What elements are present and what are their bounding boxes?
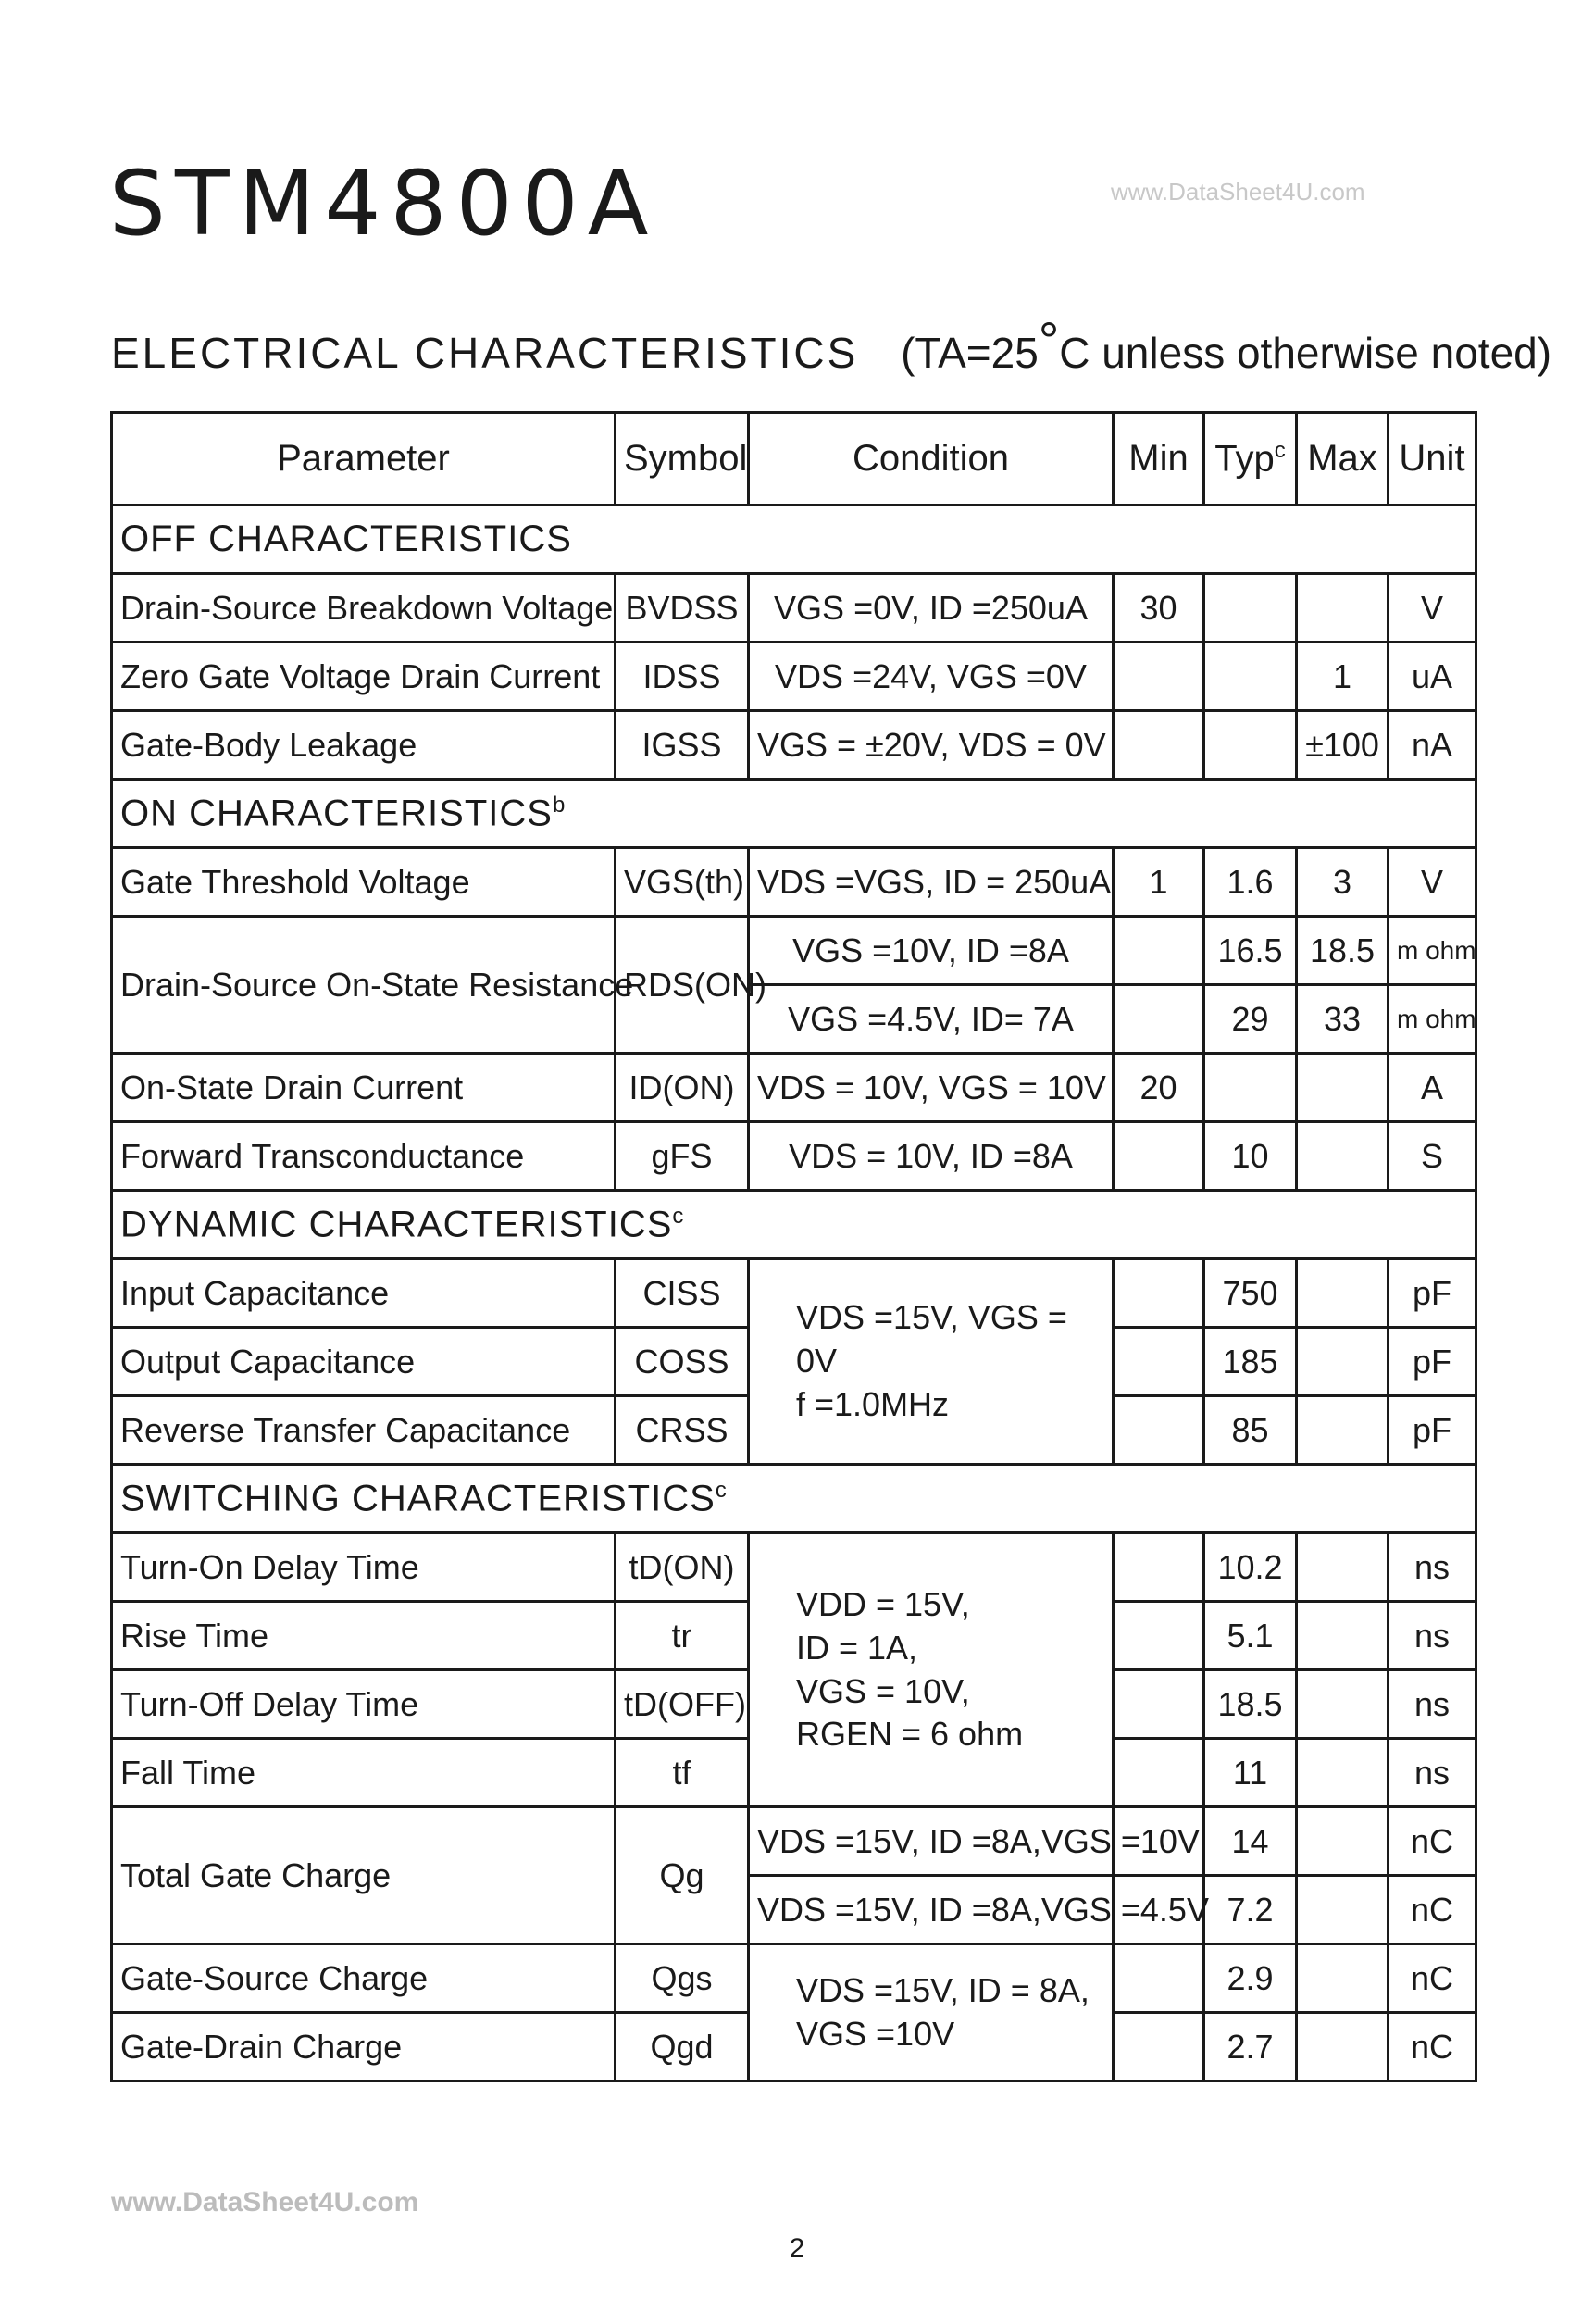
max-cell xyxy=(1297,1533,1389,1602)
table-row xyxy=(112,1054,1476,1122)
unit-cell: pF xyxy=(1389,1396,1476,1465)
typ-cell: 1.6 xyxy=(1204,848,1297,917)
unit-cell: ns xyxy=(1389,1533,1476,1602)
unit-cell: nC xyxy=(1389,2013,1476,2081)
group-dynamic-characteristics xyxy=(112,1191,1476,1259)
typ-cell xyxy=(1204,711,1297,780)
group-note: c xyxy=(672,1203,685,1229)
typ-cell: 11 xyxy=(1204,1739,1297,1807)
group-cell xyxy=(112,1191,1476,1259)
condition-cell: VGS =10V, ID =8A xyxy=(749,917,1114,985)
group-switching-characteristics xyxy=(112,1465,1476,1533)
condition-line: f =1.0MHz xyxy=(796,1384,950,1423)
condition-line: VGS =10V xyxy=(796,2014,955,2053)
typ-cell: 750 xyxy=(1204,1259,1297,1328)
symbol-cell: BVDSS xyxy=(616,574,749,643)
typ-cell xyxy=(1204,1054,1297,1122)
group-label: SWITCHING CHARACTERISTICS xyxy=(120,1478,716,1519)
table-row xyxy=(112,574,1476,643)
table-row xyxy=(112,711,1476,780)
temperature-note xyxy=(901,311,1552,377)
section-heading-text: ELECTRICAL CHARACTERISTICS xyxy=(111,329,859,377)
document-title: STM4800A xyxy=(109,152,658,256)
table-row xyxy=(112,1944,1476,2013)
unit-cell: A xyxy=(1389,1054,1476,1122)
condition-cell: VGS = ±20V, VDS = 0V xyxy=(749,711,1114,780)
parameter-cell: Turn-On Delay Time xyxy=(112,1533,616,1602)
table-row xyxy=(112,643,1476,711)
typ-cell: 2.7 xyxy=(1204,2013,1297,2081)
header-condition: Condition xyxy=(749,413,1114,506)
condition-line: RGEN = 6 ohm xyxy=(796,1715,1024,1754)
condition-prefix: (TA=25 xyxy=(901,329,1039,377)
max-cell: 33 xyxy=(1297,985,1389,1054)
group-note: c xyxy=(715,1477,728,1503)
unit-cell: V xyxy=(1389,848,1476,917)
typ-cell: 85 xyxy=(1204,1396,1297,1465)
symbol-cell: tD(ON) xyxy=(616,1533,749,1602)
header-parameter: Parameter xyxy=(112,413,616,506)
min-cell xyxy=(1114,643,1204,711)
typ-cell: 29 xyxy=(1204,985,1297,1054)
unit-cell: pF xyxy=(1389,1259,1476,1328)
typ-cell: 14 xyxy=(1204,1807,1297,1876)
condition-cell: VGS =4.5V, ID= 7A xyxy=(749,985,1114,1054)
typ-cell: 7.2 xyxy=(1204,1876,1297,1944)
table-row xyxy=(112,1533,1476,1602)
symbol-cell: VGS(th) xyxy=(616,848,749,917)
symbol-cell: tD(OFF) xyxy=(616,1670,749,1739)
min-cell xyxy=(1114,1602,1204,1670)
header-typ-label: Typ xyxy=(1214,438,1275,480)
symbol-cell: Qgd xyxy=(616,2013,749,2081)
min-cell xyxy=(1114,2013,1204,2081)
unit-cell: uA xyxy=(1389,643,1476,711)
parameter-cell: Zero Gate Voltage Drain Current xyxy=(112,643,616,711)
unit-cell: nC xyxy=(1389,1876,1476,1944)
symbol-cell: COSS xyxy=(616,1328,749,1396)
parameter-cell: Drain-Source On-State Resistance xyxy=(112,917,616,1054)
condition-cell xyxy=(749,1533,1114,1807)
max-cell: 1 xyxy=(1297,643,1389,711)
max-cell: 3 xyxy=(1297,848,1389,917)
condition-line: VGS = 10V, xyxy=(796,1671,970,1710)
unit-cell: ns xyxy=(1389,1602,1476,1670)
min-cell xyxy=(1114,1533,1204,1602)
table-row xyxy=(112,917,1476,985)
table-header-row xyxy=(112,413,1476,506)
min-cell xyxy=(1114,1396,1204,1465)
condition-cell: VGS =0V, ID =250uA xyxy=(749,574,1114,643)
min-cell: 20 xyxy=(1114,1054,1204,1122)
typ-cell: 2.9 xyxy=(1204,1944,1297,2013)
header-symbol: Symbol xyxy=(616,413,749,506)
min-cell: 30 xyxy=(1114,574,1204,643)
header-typ xyxy=(1204,413,1297,506)
condition-cell: VDS =15V, ID =8A,VGS =4.5V xyxy=(749,1876,1114,1944)
table-row xyxy=(112,1122,1476,1191)
condition-line: VDD = 15V, xyxy=(796,1584,970,1623)
symbol-cell: Qgs xyxy=(616,1944,749,2013)
typ-cell xyxy=(1204,574,1297,643)
condition-cell: VDS =24V, VGS =0V xyxy=(749,643,1114,711)
typ-cell: 10 xyxy=(1204,1122,1297,1191)
symbol-cell: CRSS xyxy=(616,1396,749,1465)
unit-cell: V xyxy=(1389,574,1476,643)
symbol-cell: IDSS xyxy=(616,643,749,711)
max-cell xyxy=(1297,1807,1389,1876)
header-typ-note: c xyxy=(1274,437,1286,463)
max-cell xyxy=(1297,574,1389,643)
unit-cell: m ohm xyxy=(1389,985,1476,1054)
parameter-cell: Reverse Transfer Capacitance xyxy=(112,1396,616,1465)
group-cell xyxy=(112,780,1476,848)
parameter-cell: Rise Time xyxy=(112,1602,616,1670)
max-cell xyxy=(1297,1054,1389,1122)
header-unit: Unit xyxy=(1389,413,1476,506)
typ-cell: 18.5 xyxy=(1204,1670,1297,1739)
min-cell xyxy=(1114,985,1204,1054)
header-min: Min xyxy=(1114,413,1204,506)
condition-line: VDS =15V, VGS = 0V xyxy=(796,1298,1067,1381)
typ-cell: 16.5 xyxy=(1204,917,1297,985)
group-label: DYNAMIC CHARACTERISTICS xyxy=(120,1204,673,1245)
unit-cell: m ohm xyxy=(1389,917,1476,985)
min-cell: 1 xyxy=(1114,848,1204,917)
table-row xyxy=(112,848,1476,917)
symbol-cell: ID(ON) xyxy=(616,1054,749,1122)
parameter-cell: Input Capacitance xyxy=(112,1259,616,1328)
typ-cell: 10.2 xyxy=(1204,1533,1297,1602)
max-cell xyxy=(1297,1944,1389,2013)
max-cell xyxy=(1297,1670,1389,1739)
section-heading xyxy=(111,311,1552,377)
min-cell xyxy=(1114,711,1204,780)
electrical-characteristics-table xyxy=(110,411,1477,2082)
symbol-cell: RDS(ON) xyxy=(616,917,749,1054)
unit-cell: ns xyxy=(1389,1739,1476,1807)
condition-cell xyxy=(749,1944,1114,2081)
min-cell xyxy=(1114,1259,1204,1328)
typ-cell: 185 xyxy=(1204,1328,1297,1396)
group-label: OFF CHARACTERISTICS xyxy=(112,506,1476,574)
condition-cell: VDS = 10V, ID =8A xyxy=(749,1122,1114,1191)
parameter-cell: Fall Time xyxy=(112,1739,616,1807)
group-label: ON CHARACTERISTICS xyxy=(120,793,553,834)
max-cell: 18.5 xyxy=(1297,917,1389,985)
table-row xyxy=(112,1259,1476,1328)
parameter-cell: Gate-Source Charge xyxy=(112,1944,616,2013)
max-cell xyxy=(1297,2013,1389,2081)
condition-cell: VDS =15V, ID =8A,VGS =10V xyxy=(749,1807,1114,1876)
condition-cell: VDS =VGS, ID = 250uA xyxy=(749,848,1114,917)
min-cell xyxy=(1114,1670,1204,1739)
unit-cell: ns xyxy=(1389,1670,1476,1739)
watermark-top: www.DataSheet4U.com xyxy=(1111,178,1365,206)
typ-cell xyxy=(1204,643,1297,711)
symbol-cell: Qg xyxy=(616,1807,749,1944)
max-cell xyxy=(1297,1602,1389,1670)
min-cell xyxy=(1114,917,1204,985)
condition-line: VDS =15V, ID = 8A, xyxy=(796,1970,1090,2009)
group-note: b xyxy=(552,792,567,818)
condition-line: ID = 1A, xyxy=(796,1628,918,1667)
typ-cell: 5.1 xyxy=(1204,1602,1297,1670)
condition-cell: VDS = 10V, VGS = 10V xyxy=(749,1054,1114,1122)
max-cell xyxy=(1297,1396,1389,1465)
symbol-cell: gFS xyxy=(616,1122,749,1191)
symbol-cell: tr xyxy=(616,1602,749,1670)
parameter-cell: Drain-Source Breakdown Voltage xyxy=(112,574,616,643)
group-off-characteristics xyxy=(112,506,1476,574)
unit-cell: pF xyxy=(1389,1328,1476,1396)
unit-cell: nA xyxy=(1389,711,1476,780)
degree-symbol: ° xyxy=(1038,311,1060,369)
parameter-cell: On-State Drain Current xyxy=(112,1054,616,1122)
header-max: Max xyxy=(1297,413,1389,506)
page-number: 2 xyxy=(789,2233,805,2264)
table-row xyxy=(112,1807,1476,1876)
parameter-cell: Turn-Off Delay Time xyxy=(112,1670,616,1739)
max-cell xyxy=(1297,1739,1389,1807)
unit-cell: nC xyxy=(1389,1944,1476,2013)
condition-suffix: C unless otherwise noted) xyxy=(1059,329,1552,377)
parameter-cell: Gate-Body Leakage xyxy=(112,711,616,780)
parameter-cell: Forward Transconductance xyxy=(112,1122,616,1191)
min-cell xyxy=(1114,1122,1204,1191)
max-cell xyxy=(1297,1328,1389,1396)
unit-cell: nC xyxy=(1389,1807,1476,1876)
max-cell: ±100 xyxy=(1297,711,1389,780)
parameter-cell: Total Gate Charge xyxy=(112,1807,616,1944)
symbol-cell: CISS xyxy=(616,1259,749,1328)
parameter-cell: Gate Threshold Voltage xyxy=(112,848,616,917)
max-cell xyxy=(1297,1876,1389,1944)
symbol-cell: IGSS xyxy=(616,711,749,780)
unit-cell: S xyxy=(1389,1122,1476,1191)
parameter-cell: Gate-Drain Charge xyxy=(112,2013,616,2081)
min-cell xyxy=(1114,1739,1204,1807)
min-cell xyxy=(1114,1328,1204,1396)
group-on-characteristics xyxy=(112,780,1476,848)
max-cell xyxy=(1297,1122,1389,1191)
watermark-bottom: www.DataSheet4U.com xyxy=(111,2187,419,2218)
condition-cell xyxy=(749,1259,1114,1465)
parameter-cell: Output Capacitance xyxy=(112,1328,616,1396)
symbol-cell: tf xyxy=(616,1739,749,1807)
min-cell xyxy=(1114,1944,1204,2013)
max-cell xyxy=(1297,1259,1389,1328)
group-cell xyxy=(112,1465,1476,1533)
